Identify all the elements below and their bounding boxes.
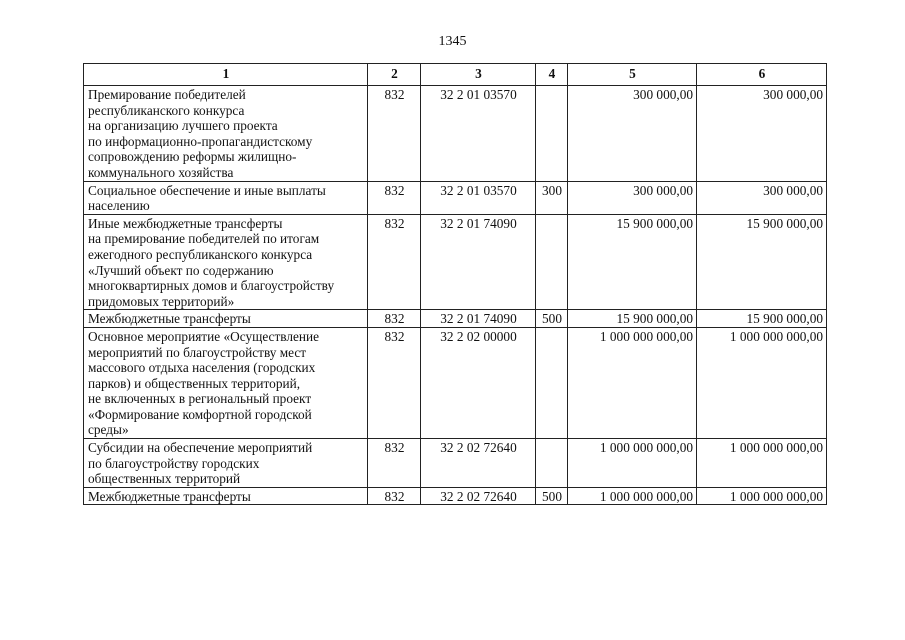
target-code-cell: 32 2 02 72640 [421,439,536,488]
amount-year2-cell: 1 000 000 000,00 [697,487,827,505]
table-row [84,86,827,182]
amount-year1-cell: 1 000 000 000,00 [568,439,697,488]
expense-type-cell: 500 [536,487,568,505]
target-code-cell: 32 2 01 03570 [421,181,536,214]
table-row [84,214,827,310]
row-name-line: на организацию лучшего проекта [88,118,278,134]
expense-type-cell: 500 [536,310,568,328]
row-name-line: общественных территорий [88,471,241,487]
ministry-code-cell: 832 [368,487,421,505]
row-name-cell [84,487,368,505]
row-name-line: Межбюджетные трансферты [88,488,251,504]
row-name-line: Межбюджетные трансферты [88,311,251,327]
expense-type-cell: 300 [536,181,568,214]
ministry-code-cell: 832 [368,439,421,488]
row-name-line: «Лучший объект по содержанию [88,262,274,278]
row-name-line: придомовых территорий» [88,293,235,309]
ministry-code-cell: 832 [368,86,421,182]
row-name-line: республиканского конкурса [88,102,245,118]
amount-year1-cell: 300 000,00 [568,181,697,214]
amount-year1-cell: 300 000,00 [568,86,697,182]
row-name-line: парков) и общественных территорий, [88,375,301,391]
row-name-line: сопровождению реформы жилищно- [88,149,297,165]
ministry-code-cell: 832 [368,214,421,310]
row-name-line: не включенных в региональный проект [88,391,312,407]
row-name-cell [84,327,368,438]
row-name-line: многоквартирных домов и благоустройству [88,278,335,294]
amount-year1-cell: 1 000 000 000,00 [568,487,697,505]
target-code-cell: 32 2 01 03570 [421,86,536,182]
column-header-6: 6 [697,64,827,86]
target-code-cell: 32 2 02 00000 [421,327,536,438]
row-name-line: «Формирование комфортной городской [88,406,312,422]
amount-year2-cell: 15 900 000,00 [697,310,827,328]
column-header-3: 3 [421,64,536,86]
row-name-line: среды» [88,422,129,438]
row-name-line: ежегодного республиканского конкурса [88,246,313,262]
row-name-cell [84,310,368,328]
table-row [84,310,827,328]
amount-year2-cell: 1 000 000 000,00 [697,327,827,438]
expense-type-cell [536,327,568,438]
target-code-cell: 32 2 02 72640 [421,487,536,505]
row-name-line: по информационно-пропагандистскому [88,133,313,149]
table-row [84,487,827,505]
row-name-line: по благоустройству городских [88,455,260,471]
budget-table [83,63,827,505]
row-name-cell [84,214,368,310]
page-number: 1345 [438,34,467,49]
table-row [84,181,827,214]
amount-year1-cell: 15 900 000,00 [568,310,697,328]
amount-year2-cell: 15 900 000,00 [697,214,827,310]
target-code-cell: 32 2 01 74090 [421,310,536,328]
ministry-code-cell: 832 [368,181,421,214]
row-name-line: мероприятий по благоустройству мест [88,344,307,360]
column-header-2: 2 [368,64,421,86]
ministry-code-cell: 832 [368,327,421,438]
table-row [84,327,827,438]
expense-type-cell [536,214,568,310]
table-body [84,86,827,505]
ministry-code-cell: 832 [368,310,421,328]
amount-year2-cell: 1 000 000 000,00 [697,439,827,488]
target-code-cell: 32 2 01 74090 [421,214,536,310]
row-name-line: на премирование победителей по итогам [88,231,320,247]
row-name-line: Иные межбюджетные трансферты [88,215,283,231]
column-header-5: 5 [568,64,697,86]
row-name-line: населению [88,198,150,214]
row-name-line: коммунального хозяйства [88,164,234,180]
row-name-line: Основное мероприятие «Осуществление [88,328,320,344]
expense-type-cell [536,86,568,182]
amount-year2-cell: 300 000,00 [697,181,827,214]
column-header-4: 4 [536,64,568,86]
column-header-1: 1 [84,64,368,86]
table-row [84,439,827,488]
table-header-row [84,64,827,86]
amount-year2-cell: 300 000,00 [697,86,827,182]
amount-year1-cell: 1 000 000 000,00 [568,327,697,438]
row-name-line: Субсидии на обеспечение мероприятий [88,440,313,456]
amount-year1-cell: 15 900 000,00 [568,214,697,310]
row-name-line: массового отдыха населения (городских [88,360,316,376]
row-name-line: Премирование победителей [88,87,246,102]
row-name-line: Социальное обеспечение и иные выплаты [88,182,326,198]
expense-type-cell [536,439,568,488]
row-name-cell [84,86,368,182]
row-name-cell [84,181,368,214]
row-name-cell [84,439,368,488]
